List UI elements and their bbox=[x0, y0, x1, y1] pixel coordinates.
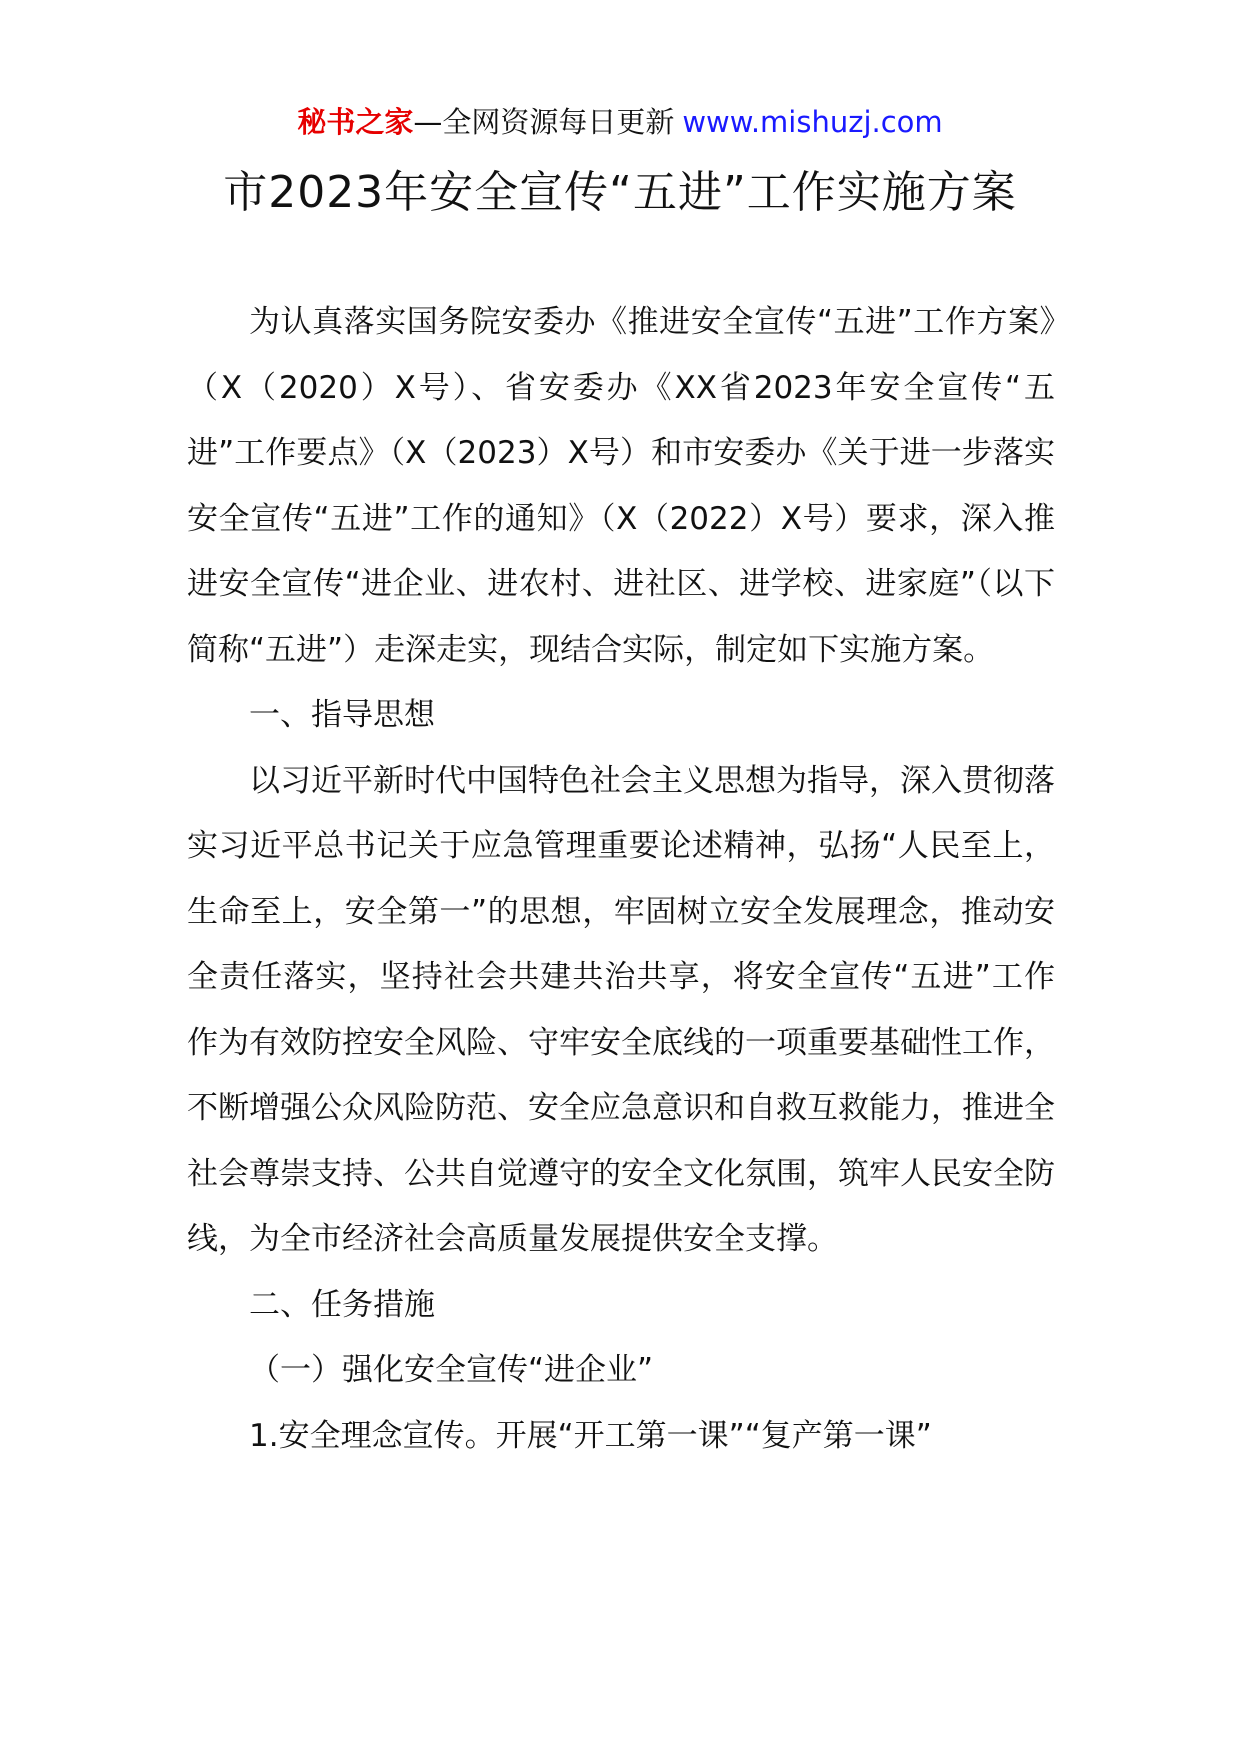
section-heading-tasks: 二、任务措施 bbox=[249, 1286, 435, 1323]
site-url-link[interactable]: www.mishuzj.com bbox=[682, 105, 943, 139]
document-body bbox=[187, 290, 1055, 1469]
site-brand: 秘书之家 bbox=[297, 105, 414, 139]
intro-paragraph: 为认真落实国务院安委办《推进安全宣传“五进”工作方案》（X（2020）X号）、省安委办《XX省2023年安全宣传“五进”工作要点》（X（2023）X号）和市安委办《关于进一步落实安全宣传“五进”工作的通知》（X（2022）X号）要求，深入推进安全宣传“进企业、进农村、进社区、进学校、进家庭”（以下简称“五进”）走深走实，现结合实际，制定如下实施方案。 bbox=[187, 304, 1055, 668]
guiding-ideology-paragraph: 以习近平新时代中国特色社会主义思想为指导，深入贯彻落实习近平总书记关于应急管理重要论述精神，弘扬“人民至上，生命至上，安全第一”的思想，牢固树立安全发展理念，推动安全责任落实，坚持社会共建共治共享，将安全宣传“五进”工作作为有效防控安全风险、守牢安全底线的一项重要基础性工作，不断增强公众风险防范、安全应急意识和自救互救能力，推进全社会尊崇支持、公共自觉遵守的安全文化氛围，筑牢人民安全防线，为全市经济社会高质量发展提供安全支撑。 bbox=[187, 762, 1055, 1257]
section-heading-guiding-ideology: 一、指导思想 bbox=[249, 697, 435, 733]
site-tagline: —全网资源每日更新 bbox=[413, 105, 675, 139]
document-title: 市2023年安全宣传“五进”工作实施方案 bbox=[223, 167, 1017, 218]
subsection-heading-enterprise: （一）强化安全宣传“进企业” bbox=[249, 1352, 654, 1388]
site-header bbox=[0, 102, 1240, 142]
item-safety-concept: 1.安全理念宣传。开展“开工第一课”“复产第一课” bbox=[249, 1417, 932, 1454]
